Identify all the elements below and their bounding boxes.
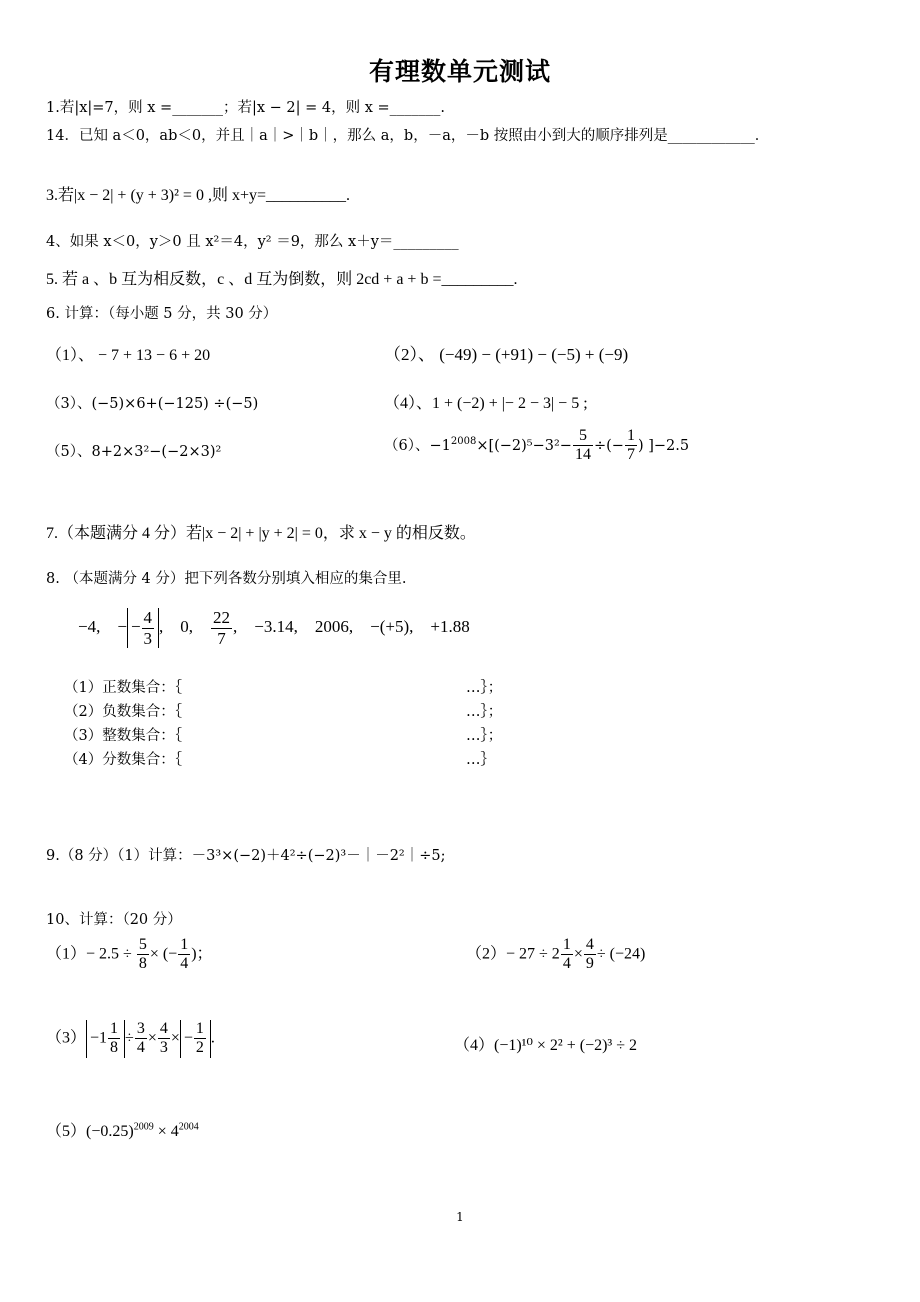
number-7: −(+5), [370, 616, 414, 636]
q6-p6-mid: ×[(−2)⁵−3²− [476, 437, 572, 454]
question-6-part-5: （5）、8+2×3²−(−2×3)² [46, 444, 222, 460]
question-6-part-2: （2）、 (−49) − (+91) − (−5) + (−9) [384, 345, 629, 364]
set-positive-label: （1）正数集合：｛ [64, 680, 182, 696]
q10-p2-fraction-2: $\frac{4}{9}$ [585, 936, 594, 973]
question-6-part-4: （4）、1 + (−2) + |− 2 − 3| − 5 ; [384, 395, 588, 412]
question-9: 9.（8 分）（1）计算：－3³×(−2)＋4²÷(−2)³－｜－2²｜÷5; [46, 848, 446, 864]
page-title: 有理数单元测试 [368, 57, 551, 86]
set-integer-end: …｝； [466, 728, 503, 744]
q6-p6-prefix: （6）、−1 [384, 437, 451, 454]
question-7: 7.（本题满分 4 分）若|x − 2| + |y + 2| = 0，求 x − y 的相反数。 [46, 525, 476, 542]
question-6-header: 6. 计算：（每小题 5 分，共 30 分） [46, 306, 278, 322]
question-5: 5. 若 a 、b 互为相反数，c 、d 互为倒数，则 2cd + a + b =_________. [46, 271, 518, 288]
question-10-part-4: （4）(−1)¹⁰ × 2² + (−2)³ ÷ 2 [454, 1037, 637, 1054]
number-2-abs: − $\frac{4}{3}$ [127, 608, 159, 648]
q10-p2-fraction-1: $\frac{1}{4}$ [562, 936, 571, 973]
number-1: −4, [78, 616, 101, 636]
question-10-part-1: （1）− 2.5 ÷ $\frac{5}{8}$ × (− $\frac{1}{4}$ )； [46, 936, 213, 973]
number-3: 0, [180, 616, 194, 636]
number-5: −3.14, [254, 616, 298, 636]
set-integer-label: （3）整数集合：｛ [64, 728, 182, 744]
set-negative-label: （2）负数集合：｛ [64, 704, 182, 720]
question-10-part-2: （2）− 27 ÷ 2 $\frac{1}{4}$ × $\frac{4}{9}$ ÷ (−24) [466, 936, 646, 973]
q10-p1-fraction-1: $\frac{5}{8}$ [138, 936, 147, 973]
number-4-fraction: $\frac{22}{7}$ [213, 608, 231, 648]
q6-p6-fraction-1: $\frac{5}{14}$ [574, 427, 591, 464]
q6-p6-exponent: 2008 [450, 436, 477, 448]
set-positive-end: …｝； [466, 680, 503, 696]
question-10-header: 10、计算：（20 分） [46, 912, 182, 928]
q10-p3-fraction-3: $\frac{4}{3}$ [159, 1020, 168, 1057]
question-10-part-3: （3） −1 $\frac{1}{8}$ ÷ $\frac{3}{4}$ × $\frac{4}{3}$ × − $\frac{1}{2}$ . [46, 1020, 215, 1057]
q6-p6-div: ÷(− [593, 437, 624, 454]
question-1: 1.若|x|=7，则 x =_______；若|x − 2| = 4，则 x =_______. [46, 100, 445, 116]
set-fraction-label: （4）分数集合：｛ [64, 752, 182, 768]
number-6: 2006, [314, 616, 354, 636]
question-6-part-6 [384, 427, 689, 465]
q10-p3-abs-1: −1 $\frac{1}{8}$ [86, 1020, 125, 1058]
page-number: 1 [456, 1210, 464, 1224]
question-3: 3.若|x − 2| + (y + 3)² = 0 ,则 x+y=__________. [46, 187, 351, 204]
question-6-part-3: （3）、(−5)×6+(−125) ÷(−5) [46, 396, 259, 412]
number-8: +1.88 [430, 616, 470, 636]
set-fraction-end: …｝ [466, 752, 495, 768]
q6-p6-end: ) ]−2.5 [637, 437, 690, 454]
question-8-header: 8. （本题满分 4 分）把下列各数分别填入相应的集合里. [46, 571, 407, 587]
q6-p6-fraction-2: $\frac{1}{7}$ [626, 427, 635, 464]
q10-p3-fraction-2: $\frac{3}{4}$ [136, 1020, 145, 1057]
q10-p3-abs-2: − $\frac{1}{2}$ [180, 1020, 211, 1058]
q10-p1-fraction-2: $\frac{1}{4}$ [180, 936, 189, 973]
number-2-sign: − [117, 616, 127, 636]
question-8-numbers: −4, − − $\frac{4}{3}$ , 0, $\frac{22}{7}$ , −3.14, 2006, −(+5), +1.88 [78, 608, 470, 648]
question-14: 14．已知 a＜0，ab＜0，并且｜a｜>｜b｜，那么 a，b，－a，－b 按照由小到大的顺序排列是____________． [46, 128, 770, 144]
set-negative-end: …｝； [466, 704, 503, 720]
question-4: 4、如果 x＜0，y＞0 且 x²＝4，y² ＝9，那么 x＋y＝_________ [46, 234, 459, 250]
question-10-part-5: $(5)(-0.25)^{2009} \times 4^{2004}$ [46, 1121, 199, 1140]
question-6-part-1: （1）、 − 7 + 13 − 6 + 20 [46, 347, 211, 364]
